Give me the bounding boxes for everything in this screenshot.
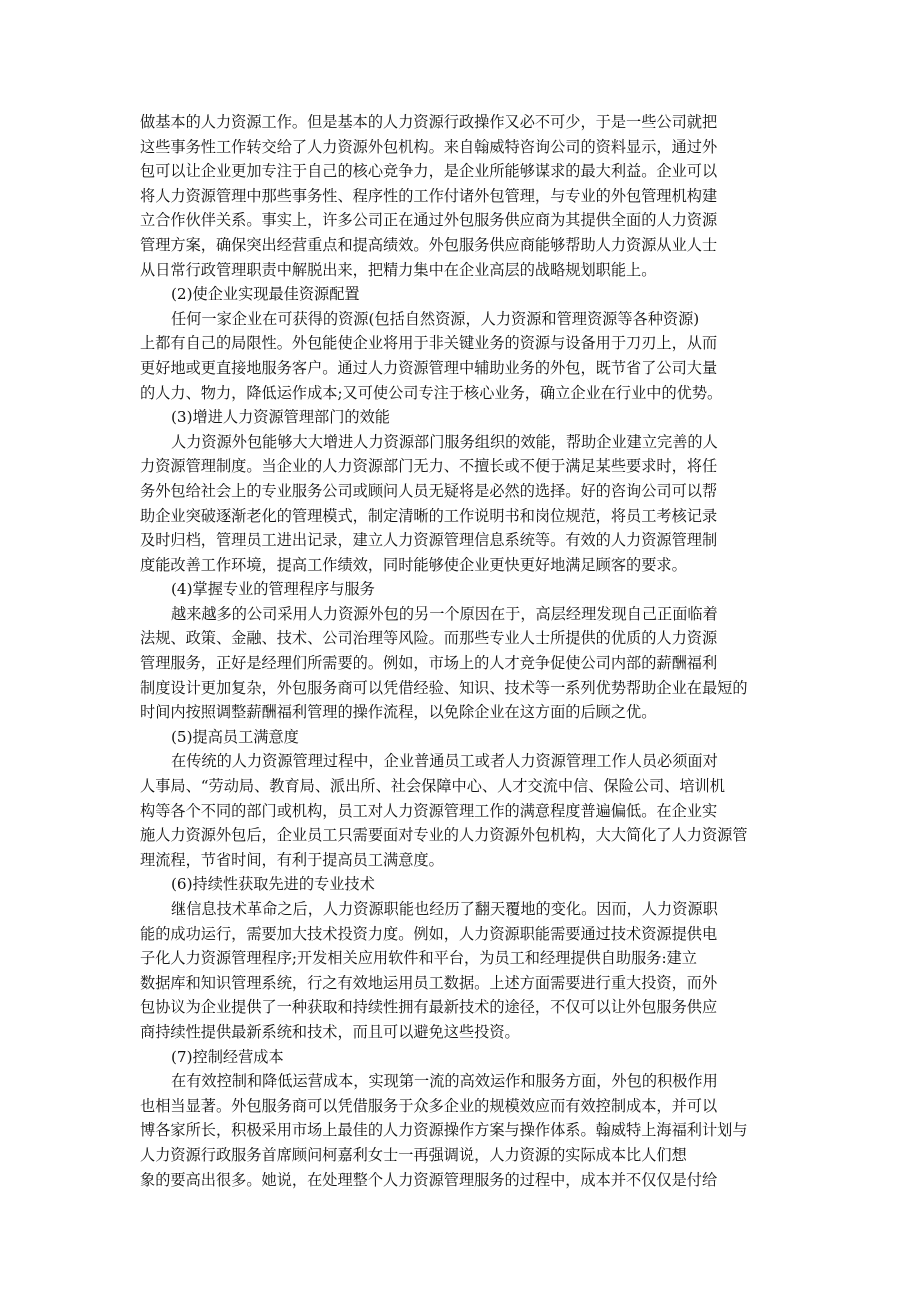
paragraph-line: 法规、政策、金融、技术、公司治理等风险。而那些专业人士所提供的优质的人力资源 xyxy=(140,629,718,648)
paragraph-line: 管理方案，确保突出经营重点和提高绩效。外包服务供应商能够帮助人力资源从业人士 xyxy=(140,235,718,254)
paragraph-line: 从日常行政管理职责中解脱出来，把精力集中在企业高层的战略规划职能上。 xyxy=(140,260,657,279)
paragraph-line: 人力资源行政服务首席顾问柯嘉利女士一再强调说，人力资源的实际成本比人们想 xyxy=(140,1145,687,1164)
paragraph-line: 做基本的人力资源工作。但是基本的人力资源行政操作又必不可少，于是一些公司就把 xyxy=(140,113,718,131)
paragraph-line-indented: 任何一家企业在可获得的资源(包括自然资源，人力资源和管理资源等各种资源) xyxy=(171,309,700,328)
paragraph-line: 及时归档，管理员工进出记录，建立人力资源管理信息系统等。有效的人力资源管理制 xyxy=(140,531,718,550)
paragraph-line-indented: (5)提高员工满意度 xyxy=(171,727,299,746)
paragraph-line: 理流程，节省时间，有利于提高员工满意度。 xyxy=(140,850,444,869)
paragraph-line: 包可以让企业更加专注于自己的核心竞争力，是企业所能够谋求的最大利益。企业可以 xyxy=(140,162,718,181)
paragraph-line: 人事局、“劳动局、教育局、派出所、社会保障中心、人才交流中信、保险公司、培训机 xyxy=(140,777,725,796)
paragraph-line-indented: (7)控制经营成本 xyxy=(171,1047,284,1066)
paragraph-line: 时间内按照调整薪酬福利管理的操作流程，以免除企业在这方面的后顾之优。 xyxy=(140,703,657,722)
paragraph-line: 将人力资源管理中那些事务性、程序性的工作付诸外包管理，与专业的外包管理机构建 xyxy=(140,186,718,205)
paragraph-line: 也相当显著。外包服务商可以凭借服务于众多企业的规模效应而有效控制成本，并可以 xyxy=(140,1096,718,1115)
paragraph-line: 制度设计更加复杂，外包服务商可以凭借经验、知识、技术等一系列优势帮助企业在最短的 xyxy=(140,678,748,697)
paragraph-line: 上都有自己的局限性。外包能使企业将用于非关键业务的资源与设备用于刀刃上，从而 xyxy=(140,334,718,353)
paragraph-line-indented: (3)增进人力资源管理部门的效能 xyxy=(171,408,390,427)
paragraph-line: 构等各个不同的部门或机构，员工对人力资源管理工作的满意程度普遍偏低。在企业实 xyxy=(140,801,718,820)
paragraph-line: 施人力资源外包后，企业员工只需要面对专业的人力资源外包机构，大大简化了人力资源管 xyxy=(140,826,748,845)
paragraph-line-indented: 继信息技术革命之后，人力资源职能也经历了翻天覆地的变化。因而，人力资源职 xyxy=(171,900,718,918)
paragraph-line: 商持续性提供最新系统和技术，而且可以避免这些投资。 xyxy=(140,1022,520,1041)
paragraph-line-indented: (4)掌握专业的管理程序与服务 xyxy=(171,580,375,599)
paragraph-line: 的人力、物力，降低运作成本;又可使公司专注于核心业务，确立企业在行业中的优势。 xyxy=(140,383,723,402)
paragraph-line-indented: 在有效控制和降低运营成本，实现第一流的高效运作和服务方面，外包的积极作用 xyxy=(171,1072,718,1091)
paragraph-line: 数据库和知识管理系统，行之有效地运用员工数据。上述方面需要进行重大投资，而外 xyxy=(140,973,718,992)
paragraph-line: 助企业突破逐渐老化的管理模式，制定清晰的工作说明书和岗位规范，将员工考核记录 xyxy=(140,506,718,525)
paragraph-line-indented: (6)持续性获取先进的专业技术 xyxy=(171,875,375,894)
paragraph-line: 这些事务性工作转交给了人力资源外包机构。来自翰威特咨询公司的资料显示，通过外 xyxy=(140,137,718,156)
paragraph-line-indented: (2)使企业实现最佳资源配置 xyxy=(171,285,360,304)
paragraph-line-indented: 在传统的人力资源管理过程中，企业普通员工或者人力资源管理工作人员必须面对 xyxy=(171,752,718,771)
paragraph-line: 务外包给社会上的专业服务公司或顾问人员无疑将是必然的选择。好的咨询公司可以帮 xyxy=(140,481,718,500)
paragraph-line: 包协议为企业提供了一种获取和持续性拥有最新技术的途径，不仅可以让外包服务供应 xyxy=(140,998,718,1017)
paragraph-line-indented: 人力资源外包能够大大增进人力资源部门服务组织的效能，帮助企业建立完善的人 xyxy=(171,432,718,451)
paragraph-line: 管理服务，正好是经理们所需要的。例如，市场上的人才竞争促使公司内部的薪酬福利 xyxy=(140,654,718,673)
paragraph-line: 立合作伙伴关系。事实上，许多公司正在通过外包服务供应商为其提供全面的人力资源 xyxy=(140,211,718,230)
paragraph-line: 子化人力资源管理程序;开发相关应用软件和平台，为员工和经理提供自助服务:建立 xyxy=(140,949,697,968)
paragraph-line: 能的成功运行，需要加大技术投资力度。例如，人力资源职能需要通过技术资源提供电 xyxy=(140,924,718,943)
paragraph-line: 博各家所长，积极采用市场上最佳的人力资源操作方案与操作体系。翰威特上海福利计划与 xyxy=(140,1121,748,1140)
paragraph-line-indented: 越来越多的公司采用人力资源外包的另一个原因在于，高层经理发现自己正面临着 xyxy=(171,604,718,623)
document-body xyxy=(140,110,788,1192)
paragraph-line: 力资源管理制度。当企业的人力资源部门无力、不擅长或不便于满足某些要求时，将任 xyxy=(140,457,718,476)
paragraph-line: 更好地或更直接地服务客户。通过人力资源管理中辅助业务的外包，既节省了公司大量 xyxy=(140,358,718,377)
paragraph-line: 象的要高出很多。她说，在处理整个人力资源管理服务的过程中，成本并不仅仅是付给 xyxy=(140,1170,718,1189)
paragraph-line: 度能改善工作环境，提高工作绩效，同时能够使企业更快更好地满足顾客的要求。 xyxy=(140,555,687,574)
